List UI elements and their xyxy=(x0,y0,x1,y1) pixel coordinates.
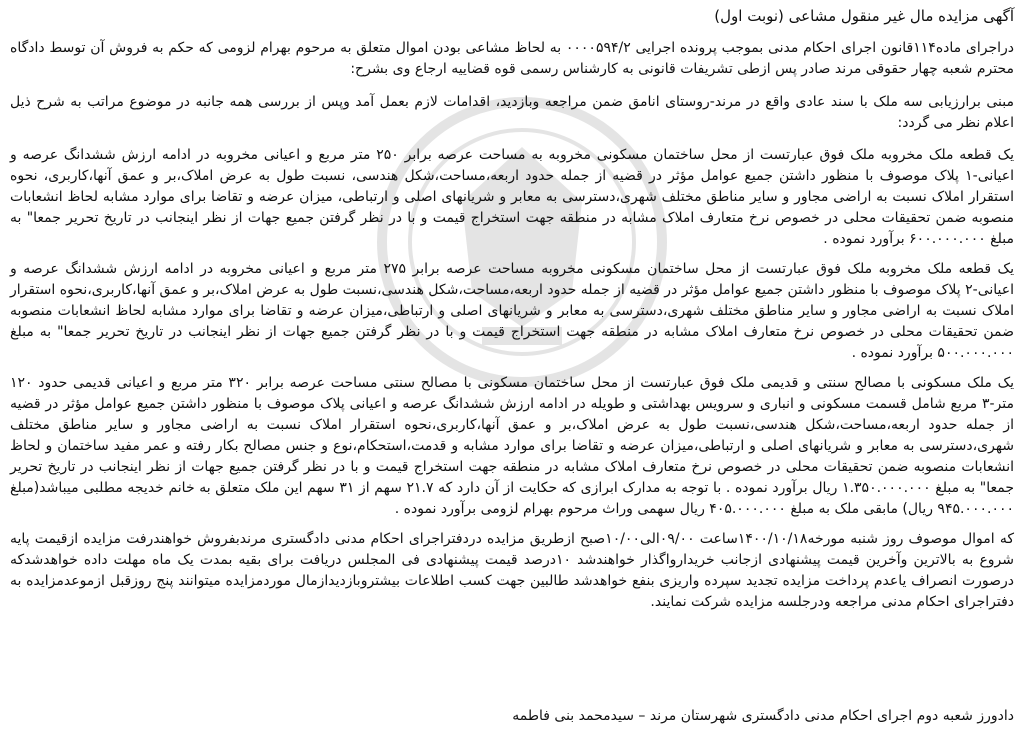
notice-title: آگهی مزایده مال غیر منقول مشاعی (نوبت اول) xyxy=(714,7,1014,25)
notice-intro: دراجرای ماده۱۱۴قانون اجرای احکام مدنی بموجب پرونده اجرایی ۰۰۰۰۵۹۴/۲ به لحاظ مشاعی بودن اموال متعلق به مرحوم بهرام لزومی که حکم به فروش آن توسط دادگاه محترم شعبه چهار حقوقی مرند صادر پس ازطی تشریفات قانونی به کارشناس رسمی قوه قضاییه ارجاع وی بشرح: xyxy=(10,40,1014,77)
notice-assessment: مبنی برارزیابی سه ملک با سند عادی واقع در مرند-روستای انامق ضمن مراجعه وبازدید، اقدامات لازم بعمل آمد وپس از بررسی همه جانبه در موضوع مراتب به شرح ذیل اعلام نظر می گردد: xyxy=(10,94,1014,131)
property-item-3: یک ملک مسکونی با مصالح سنتی و قدیمی ملک فوق عبارتست از محل ساختمان مسکونی با مصالح سنتی مساحت عرصه برابر ۳۲۰ متر مربع و اعیانی قدیمی حدود ۱۲۰ متر-۳ مربع شامل قسمت مسکونی و انباری و سرویس بهداشتی و طویله در ادامه ارزش ششدانگ عرصه و اعیانی پلاک موصوف با منظور داشتن جمیع عوامل مؤثر در قضیه از جمله حدود اربعه،مساحت،شکل هندسی،نسبت طول به عرض املاک،بر و عمق آنها،کاربری،نحوه استقرار املاک نسبت به اراضی مجاور و سایر مناطق مختلف شهری،دسترسی به معابر و شریانهای اصلی و ارتباطی،میزان عرضه و تقاضا برای موارد مشابه و قدمت،استحکام،نوع و جنس مصالح بکار رفته و عمر مفید ساختمان و لحاظ انشعابات منصوبه ضمن تحقیقات محلی در خصوص نرخ متعارف املاک مشابه در منطقه جهت استخراج قیمت و با در نظر گرفتن جمیع جهات از نظر اینجانب در تاریخ تحریر جمعا" به مبلغ ۱.۳۵۰.۰۰۰.۰۰۰ ریال برآورد نموده . با توجه به مدارک ابرازی که حکایت از آن دارد که ۲۱.۷ سهم از ۳۱ سهم این ملک متعلق به خانم خدیجه مطلبی میباشد(مبلغ ۹۴۵.۰۰۰.۰۰۰ ریال) مابقی ملک به مبلغ ۴۰۵.۰۰۰.۰۰۰ ریال سهمی وراث مرحوم بهرام لزومی برآورد نموده . xyxy=(10,375,1014,517)
property-item-2: یک قطعه ملک مخروبه ملک فوق عبارتست از محل ساختمان مسکونی مخروبه مساحت عرصه برابر ۲۷۵ متر مربع و اعیانی مخروبه در ادامه ارزش ششدانگ عرصه و اعیانی-۲ پلاک موصوف با منظور داشتن جمیع عوامل مؤثر در قضیه از جمله حدود اربعه،مساحت،شکل هندسی،نسبت طول به عرض املاک،بر و عمق آنها،کاربری،نحوه استقرار املاک نسبت به اراضی مجاور و سایر مناطق مختلف شهری،دسترسی به معابر و شریانهای اصلی و ارتباطی،میزان عرضه و تقاضا برای موارد مشابه لحاظ انشعابات منصوبه ضمن تحقیقات محلی در خصوص نرخ متعارف املاک مشابه در منطقه جهت استخراج قیمت و با در نظر گرفتن جمیع جهات از نظر اینجانب در تاریخ تحریر جمعا" به مبلغ ۵۰۰.۰۰۰.۰۰۰ برآورد نموده . xyxy=(10,261,1014,361)
signature-line: دادورز شعبه دوم اجرای احکام مدنی دادگستری شهرستان مرند – سیدمحمد بنی فاطمه xyxy=(512,708,1014,724)
auction-details: که اموال موصوف روز شنبه مورخه۱۴۰۰/۱۰/۱۸ساعت ۰۹/۰۰الی۱۰/۰۰صبح ازطریق مزایده دردفتراجرای احکام مدنی دادگستری مرندبفروش خواهندرفت مزایده ازقیمت پایه شروع به بالاترین وآخرین قیمت پیشنهادی ازجانب خریدارواگذار خواهندشد ۱۰درصد قیمت پیشنهادی فی المجلس دریافت برای بقیه بمدت یک ماه مهلت داده خواهدشدکه درصورت انصراف یاعدم پرداخت مزایده تجدید سپرده واریزی بنفع خواهدشد طالبین جهت کسب اطلاعات بیشتروبازدیدازمال موردمزایده میتوانند پنج روزقبل ازموعدمزایده به دفتراجرای احکام مدنی مراجعه ودرجلسه مزایده شرکت نمایند. xyxy=(10,531,1015,610)
property-item-1: یک قطعه ملک مخروبه ملک فوق عبارتست از محل ساختمان مسکونی مخروبه به مساحت عرصه برابر ۲۵۰ متر مربع و اعیانی مخروبه در ادامه ارزش ششدانگ عرصه و اعیانی-۱ پلاک موصوف با منظور داشتن جمیع عوامل مؤثر در قضیه از جمله حدود اربعه،مساحت،شکل هندسی، نسبت طول به عرض املاک،بر و عمق آنها،کاربری، نحوه استقرار املاک نسبت به اراضی مجاور و سایر مناطق مختلف شهری،دسترسی به معابر و شریانهای اصلی و ارتباطی، میزان عرضه و تقاضا برای موارد مشابه لحاظ انشعابات منصوبه ضمن تحقیقات محلی در خصوص نرخ متعارف املاک مشابه در منطقه جهت استخراج قیمت و با در نظر گرفتن جمیع جهات از نظر اینجانب در تاریخ تحریر جمعا" به مبلغ ۶۰۰.۰۰۰.۰۰۰ برآورد نموده . xyxy=(10,147,1014,247)
